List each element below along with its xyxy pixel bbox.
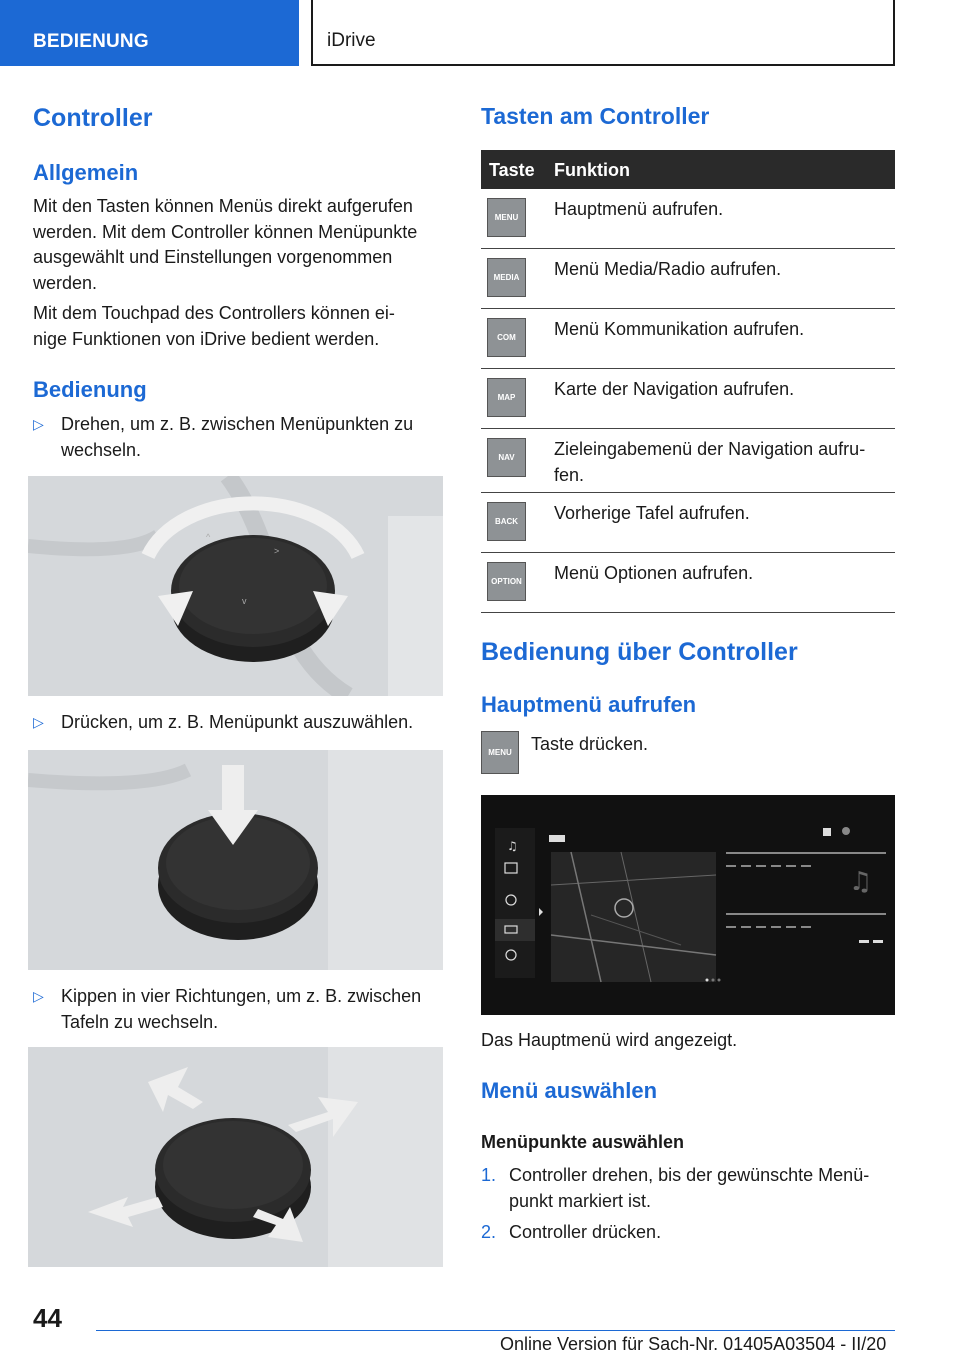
function-text (554, 317, 894, 343)
table-row (481, 493, 895, 553)
table-row (481, 429, 895, 493)
text-line: werden. (33, 272, 98, 293)
controller-rotate-illustration (28, 476, 443, 696)
text-line: Menü Media/Radio aufrufen. (554, 259, 782, 279)
paragraph-allgemein (33, 194, 453, 296)
text-line: Tafeln zu wechseln. (61, 1011, 219, 1032)
chapter-label: iDrive (327, 30, 376, 51)
text-line: fen. (554, 464, 585, 485)
controller-tilt-illustration (28, 1047, 443, 1267)
text-line: Controller drehen, bis der gewünschte Menü‐ (509, 1165, 870, 1185)
tasten-title: Tasten am Controller (481, 103, 710, 129)
page-title: Controller (33, 104, 153, 132)
triangle-bullet-icon: ▷ (33, 416, 44, 432)
text-line: Zieleingabemenü der Navigation aufru‐ (554, 439, 866, 459)
step-number: 1. (481, 1165, 497, 1185)
chapter-tab (311, 0, 895, 66)
text-line: werden. Mit dem Controller können Menüpunkte (33, 221, 418, 242)
footer-divider (96, 1330, 895, 1331)
function-text (554, 501, 894, 527)
text-line: punkt markiert ist. (509, 1190, 652, 1211)
text-line: Drücken, um z. B. Menüpunkt auszuwählen. (61, 712, 414, 732)
text-line: wechseln. (61, 439, 142, 460)
column-header-taste: Taste (489, 160, 535, 180)
text-line: ausgewählt und Einstellungen vorgenommen (33, 247, 393, 267)
table-row (481, 369, 895, 429)
text-line: Karte der Navigation aufrufen. (554, 379, 795, 399)
triangle-bullet-icon: ▷ (33, 988, 44, 1004)
controller-key-icon: MEDIA (487, 258, 526, 297)
heading-bedienung: Bedienung (33, 377, 147, 402)
svg-text:^: ^ (206, 532, 211, 542)
controller-key-icon: MAP (487, 378, 526, 417)
controller-key-icon: MENU (487, 198, 526, 237)
function-text (554, 377, 894, 403)
text-line: Controller drücken. (509, 1222, 662, 1242)
text-line: Vorherige Tafel aufrufen. (554, 503, 750, 523)
svg-text:v: v (242, 596, 247, 606)
function-text (554, 437, 894, 488)
main-menu-screen-illustration (481, 795, 895, 1015)
controller-key-icon: COM (487, 318, 526, 357)
step-number: 2. (481, 1222, 497, 1242)
controller-key-icon: OPTION (487, 562, 526, 601)
text-line: Menü Kommunikation aufrufen. (554, 319, 805, 339)
controller-key-icon: BACK (487, 502, 526, 541)
function-text (554, 197, 894, 223)
svg-text:>: > (274, 546, 280, 556)
text-line: nige Funktionen von iDrive bedient werden. (33, 328, 380, 349)
controller-press-illustration (28, 750, 443, 970)
svg-text:♫: ♫ (507, 839, 518, 853)
text-line: Mit dem Touchpad des Controllers können ei‐ (33, 303, 395, 323)
heading-hauptmenu: Hauptmenü aufrufen (481, 692, 697, 717)
caption-hauptmenu: Das Hauptmenü wird angezeigt. (481, 1030, 738, 1050)
footer-text: Online Version für Sach-Nr. 01405A03504 - II/20 (500, 1334, 887, 1354)
text-line: Kippen in vier Richtungen, um z. B. zwischen (61, 986, 422, 1006)
triangle-bullet-icon: ▷ (33, 714, 44, 730)
paragraph-touchpad (33, 301, 453, 352)
function-text (554, 561, 894, 587)
section-title-controller: Bedienung über Controller (481, 638, 798, 666)
column-header-funktion: Funktion (554, 160, 630, 180)
table-header (481, 150, 895, 189)
table-row (481, 249, 895, 309)
heading-menu-auswaehlen: Menü auswählen (481, 1078, 658, 1103)
page-number: 44 (33, 1303, 62, 1333)
text-line: Menü Optionen aufrufen. (554, 563, 754, 583)
menu-key-icon: MENU (481, 731, 519, 774)
heading-allgemein: Allgemein (33, 160, 139, 185)
subheading-menupunkte: Menüpunkte auswählen (481, 1132, 685, 1152)
section-label: BEDIENUNG (33, 31, 149, 52)
table-row (481, 189, 895, 249)
function-text (554, 257, 894, 283)
section-tab (0, 0, 299, 66)
svg-text:♫: ♫ (849, 867, 873, 897)
text-line: Hauptmenü aufrufen. (554, 199, 724, 219)
taste-druecken-text: Taste drücken. (531, 734, 649, 754)
controller-key-icon: NAV (487, 438, 526, 477)
text-line: Mit den Tasten können Menüs direkt aufgerufen (33, 196, 413, 216)
text-line: Drehen, um z. B. zwischen Menüpunkten zu (61, 414, 414, 434)
table-row (481, 309, 895, 369)
table-row (481, 553, 895, 613)
keys-table (481, 150, 895, 613)
